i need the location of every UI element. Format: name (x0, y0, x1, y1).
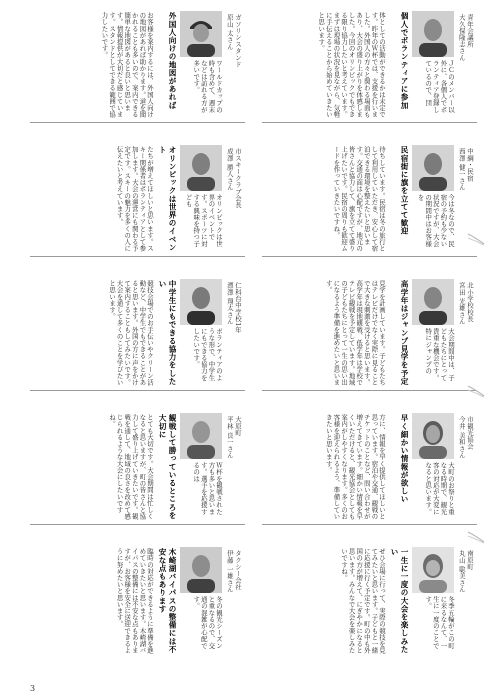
interview-text: 臨時の対応ができるように準備を進めていきたいと思います。木崎湖バイパスの整備には不安な点もありますが、お客様を安全に送迎できるように努めたいと思います。 (115, 548, 154, 654)
interview-text: ぜひ会場に行って、実際の競技を見てみたいと思います。子どもと一緒に応援に行く予定です。町の中も外国の方が増えて、にぎやかになると思います。みんなで大会を楽しみたいですね。 (340, 548, 386, 654)
portrait-photo (180, 547, 222, 593)
role-name: 丸山 聡美さん (457, 550, 466, 593)
role-affiliation: 青年会議所 (466, 14, 474, 48)
margin-ornament (466, 530, 486, 544)
role-affiliation: 仁科台中学校1年 (234, 282, 242, 334)
interview-text: 待ちしています。民宿は冬の旅行として利用していただき、安心して宿泊できる環境を整えたいと思います。交通の面は心配ですが、地元の皆さんと協力して、旗を立てて盛り上げたいです。民宿の周りも歓迎ムードを作っていきたいですね。 (332, 146, 386, 252)
interview-card (262, 544, 477, 659)
role-affiliation: 大原町 (234, 416, 242, 437)
role-name: 今井 美和さん (457, 416, 466, 459)
interview-card (262, 410, 477, 525)
role-name: 西澤 健一さん (457, 148, 466, 191)
interview-headline: 中学生にもできる協力をしたい (158, 280, 177, 386)
role-name: 大久保隆志さん (457, 14, 466, 61)
interview-text-start: 今は冬なので、民宿の予約も少ない状況ですが、大会の期間中はお客様を (416, 194, 455, 247)
role-affiliation: ガソリンスタンド (234, 14, 242, 68)
portrait-photo (412, 413, 454, 459)
interview-text: 体としての活動ができるかは未定です。昨年のＷ杯では、支援を行いました。外国人の方々と関わる場面もあり、大会の盛り上がりを体感しました。今回のオリンピックでもできる限り協力したいと考えています。まずは現場の状況を見ながら、気軽に手伝えることから始めていきたいと思います。 (317, 12, 386, 118)
interview-card (262, 8, 477, 123)
interviewee-role (226, 14, 242, 110)
interview-column-right (262, 0, 477, 700)
role-affiliation: 中綱・民宿 (466, 148, 474, 182)
interview-column-left (30, 0, 245, 700)
interview-card (30, 410, 245, 525)
interview-headline: 個人でボランティアに参加 (400, 12, 409, 110)
interview-text-start: 大会期間中は、子どもたちにとって貴重な機会です。特にジャンプの (424, 328, 455, 381)
portrait-photo (180, 11, 222, 57)
interview-card (30, 544, 245, 659)
interviewee-role (226, 416, 242, 512)
portrait-photo (180, 145, 222, 191)
role-name: 成澤 勝人さん (225, 148, 234, 191)
interview-headline: 外国人向けの地図があれば (168, 12, 177, 110)
interview-headline: 早く細かい情報が欲しい (400, 414, 409, 504)
interview-text-start: 冬の観光シーズンと重なるので、交通の混雑が心配です。 (192, 596, 223, 649)
interview-text-start: 大町のお祭りと重なる時期で、観光客の対応が大変になると思います。 (424, 462, 455, 515)
interviewee-role (226, 282, 242, 378)
interview-text-start: ワールドカップの時も含めて、週末などは訪れる方が多いです。 (192, 60, 223, 113)
interview-text-start: ボランティアのような形で、中学生にもできる協力をしたいです。 (192, 328, 223, 381)
role-affiliation: 北小学校校長 (466, 282, 474, 323)
role-affiliation: 市観光協会 (466, 416, 474, 450)
interview-headline: 民宿街に旗を立てて歓迎 (400, 146, 409, 236)
interviewee-role (458, 282, 474, 378)
role-affiliation: タクシー会社 (234, 550, 242, 591)
role-name: 伊藤 一雄さん (225, 550, 234, 593)
portrait-photo (412, 547, 454, 593)
interviewee-role (458, 550, 474, 646)
interview-headline: 一生に一度の大会を楽しみたい (390, 548, 409, 654)
interview-text: 競技会場でのお手伝いやクリーン活動など、中学生でもできることがあると思います。外国の方に声をかけて案内することもしてみたいです。大会を通して多くのことを学びたいと思います。 (108, 280, 154, 386)
role-affiliation: 市スキークラブ会長 (234, 148, 242, 209)
interview-card (30, 142, 245, 257)
interview-text-start: オリンピックは世界のイベントです。スポーツに対する興味を持つ子ども (184, 194, 223, 247)
interviewee-role (458, 148, 474, 244)
interview-headline: 木崎湖バイパスの整備には不安な点もあります (158, 548, 177, 654)
portrait-photo (180, 413, 222, 459)
role-name: 平林 良一さん (225, 416, 234, 459)
interview-text: たちが増えてほしいと思います。スキー関係者はボランティアとして参加します。大会の運営にも関わる予定です。スキーの魅力を多くの人に伝えたいと考えています。 (115, 146, 154, 252)
interview-text: お客様を案内するには、外国人向けの地図があれば助かります。道を聞かれることも多いので、案内できる簡単な地図があると良いと思います。情報提供が大切だと感じています。スタンドとしてできる範囲で協力したいです。 (100, 12, 154, 118)
role-name: 原山 太さん (225, 14, 234, 50)
interview-text: とても大切です。大会期間は忙しくなると思いますが、町の皆さんと協力して盛り上げていきたいです。観戦を通して、地域の良さを改めて感じられるような大会にしたいですね。 (108, 414, 154, 520)
role-affiliation: 南原町 (466, 550, 474, 571)
interview-card (262, 142, 477, 257)
interview-text-start: ＪＣのメンバー以外に、各個人でボランティア登録しているので、団 (424, 60, 455, 113)
page-number: 3 (30, 684, 36, 693)
interviewee-role (458, 416, 474, 512)
role-name: 宮田 光雄さん (457, 282, 466, 325)
portrait-photo (412, 145, 454, 191)
portrait-photo (412, 11, 454, 57)
interviewee-role (458, 14, 474, 110)
portrait-photo (180, 279, 222, 325)
margin-ornament (466, 232, 486, 246)
interview-text-start: Ｗ杯を観戦された方も多いと思います。選手を応援するのは (192, 462, 223, 515)
interviewee-role (226, 550, 242, 646)
interview-text: 方に、情報を早く提供してほしいと思っています。宿泊や交通、観戦のチケットのことなど、問い合わせが増えてきています。細かい情報を早くいただけると、観光協会としても案内がしやすくなります。多くのお客様を迎えられるよう、準備していきたいと思います。 (324, 414, 386, 520)
interview-card (30, 8, 245, 123)
interviewee-role (226, 148, 242, 244)
interview-headline: オリンピックは世界のイベント (158, 146, 177, 252)
role-name: 漂澤 翔太さん (225, 282, 234, 325)
interview-card (262, 276, 477, 391)
interview-headline: 観戦して勝っているところを大切に (158, 414, 177, 520)
portrait-photo (412, 279, 454, 325)
interview-text: 見学を計画しています。子どもたちはテレビだけでなく実際に見ることで大きな刺激を受けると思います。高学年は現地観戦、低学年は学校でテレビ観戦を予定しています。地域の子どもたちにとって一生の思い出になるよう準備を進めたいと思います。 (324, 280, 386, 386)
interview-card (30, 276, 245, 391)
interview-text-start: 冬季五輪がこの町に来るなんて、一生に一度のことです。 (424, 596, 455, 649)
margin-ornament (466, 384, 486, 398)
interview-headline: 高学年はジャンプ見学を予定 (400, 280, 409, 386)
